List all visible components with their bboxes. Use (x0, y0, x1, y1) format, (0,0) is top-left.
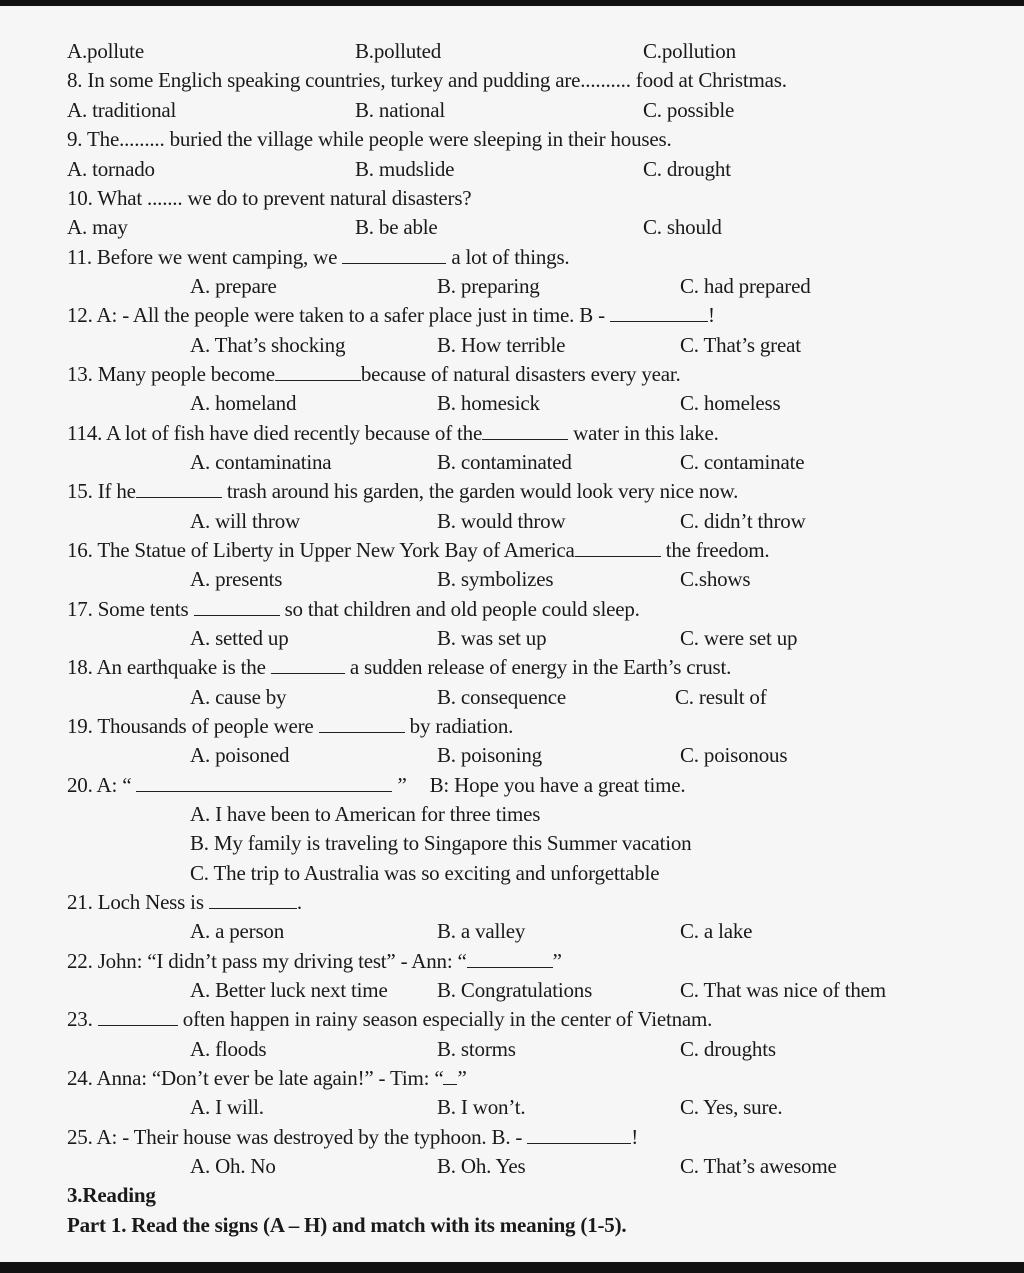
q8-option-c: C. possible (643, 98, 735, 122)
q15-option-a: A. will throw (190, 509, 300, 533)
q14-option-a: A. contaminatina (190, 450, 332, 474)
q18-option-a: A. cause by (190, 685, 287, 709)
q9-stem: 9. The......... buried the village while people were sleeping in their houses. (67, 127, 672, 151)
q25-answer-blank[interactable] (527, 1125, 631, 1144)
q13-answer-blank[interactable] (275, 362, 361, 381)
q24-option-b: B. I won’t. (437, 1095, 526, 1119)
q10-option-b: B. be able (355, 215, 438, 239)
q24-option-c: C. Yes, sure. (680, 1095, 783, 1119)
q12-option-b: B. How terrible (437, 333, 566, 357)
bottom-border (0, 1262, 1024, 1273)
q18-stem (67, 654, 731, 680)
q16-stem-end: the freedom. (665, 538, 770, 562)
q16-stem-start: 16. The Statue of Liberty in Upper New York Bay of America (67, 538, 575, 562)
q21-option-c: C. a lake (680, 919, 753, 943)
q14-stem-start: 114. A lot of fish have died recently because of the (67, 421, 483, 445)
q17-option-b: B. was set up (437, 626, 547, 650)
q11-option-c: C. had prepared (680, 274, 811, 298)
q25-stem (67, 1124, 638, 1150)
q19-option-b: B. poisoning (437, 743, 542, 767)
q20-option-b: B. My family is traveling to Singapore this Summer vacation (190, 831, 692, 855)
q9-option-c: C. drought (643, 157, 731, 181)
q18-stem-end: a sudden release of energy in the Earth’s crust. (349, 655, 732, 679)
q22-stem-start: 22. John: “I didn’t pass my driving test” - Ann: “ (67, 949, 467, 973)
q20-option-c: C. The trip to Australia was so exciting and unforgettable (190, 861, 660, 885)
q14-answer-blank[interactable] (482, 421, 568, 440)
q9-option-b: B. mudslide (355, 157, 455, 181)
q11-option-b: B. preparing (437, 274, 540, 298)
q25-option-c: C. That’s awesome (680, 1154, 837, 1178)
q21-option-b: B. a valley (437, 919, 526, 943)
q15-stem-start: 15. If he (67, 479, 136, 503)
q13-stem-end: because of natural disasters every year. (360, 362, 681, 386)
q21-option-a: A. a person (190, 919, 285, 943)
q20-stem-start: 20. A: “ (67, 773, 132, 797)
q17-answer-blank[interactable] (194, 597, 280, 616)
q16-stem (67, 537, 769, 563)
q8-option-b: B. national (355, 98, 445, 122)
q25-stem-start: 25. A: - Their house was destroyed by the typhoon. B. - (67, 1125, 523, 1149)
q11-stem-start: 11. Before we went camping, we (67, 245, 338, 269)
q11-stem (67, 244, 569, 270)
q7-option-b: B.polluted (355, 39, 442, 63)
q25-option-a: A. Oh. No (190, 1154, 276, 1178)
q25-stem-end: ! (631, 1125, 639, 1149)
q12-answer-blank[interactable] (610, 303, 708, 322)
q16-option-a: A. presents (190, 567, 283, 591)
q8-stem: 8. In some Englich speaking countries, turkey and pudding are.......... food at Christmas. (67, 68, 787, 92)
q15-option-c: C. didn’t throw (680, 509, 806, 533)
q8-option-a: A. traditional (67, 98, 177, 122)
q23-stem-start: 23. (67, 1007, 93, 1031)
q20-answer-blank[interactable] (136, 773, 392, 792)
q22-stem-end: ” (552, 949, 562, 973)
q7-option-c: C.pollution (643, 39, 736, 63)
q14-option-c: C. contaminate (680, 450, 805, 474)
q14-option-b: B. contaminated (437, 450, 572, 474)
q14-stem (67, 420, 719, 446)
q24-option-a: A. I will. (190, 1095, 264, 1119)
q13-option-b: B. homesick (437, 391, 540, 415)
reading-part1-instruction: Part 1. Read the signs (A – H) and match with its meaning (1-5). (67, 1213, 627, 1237)
q18-option-b: B. consequence (437, 685, 566, 709)
q17-stem (67, 596, 640, 622)
q13-stem-start: 13. Many people become (67, 362, 275, 386)
q20-option-a: A. I have been to American for three times (190, 802, 541, 826)
q17-stem-end: so that children and old people could sleep. (284, 597, 640, 621)
q13-option-a: A. homeland (190, 391, 297, 415)
q24-stem (67, 1065, 467, 1091)
q12-option-c: C. That’s great (680, 333, 801, 357)
reading-heading: 3.Reading (67, 1183, 156, 1207)
q16-answer-blank[interactable] (575, 538, 661, 557)
q16-option-c: C.shows (680, 567, 751, 591)
q20-stem-end: B: Hope you have a great time. (429, 773, 686, 797)
q13-option-c: C. homeless (680, 391, 781, 415)
q24-stem-start: 24. Anna: “Don’t ever be late again!” - Tim: “ (67, 1066, 444, 1090)
q18-option-c: C. result of (675, 685, 767, 709)
q12-stem (67, 302, 715, 328)
q14-stem-end: water in this lake. (573, 421, 719, 445)
q13-stem (67, 361, 681, 387)
q12-stem-end: ! (707, 303, 715, 327)
q24-stem-end: ” (457, 1066, 467, 1090)
q21-stem-end: . (296, 890, 302, 914)
q15-stem (67, 478, 738, 504)
q10-option-c: C. should (643, 215, 722, 239)
q21-answer-blank[interactable] (209, 890, 297, 909)
q22-option-a: A. Better luck next time (190, 978, 388, 1002)
q10-option-a: A. may (67, 215, 128, 239)
q23-option-b: B. storms (437, 1037, 516, 1061)
q17-option-c: C. were set up (680, 626, 798, 650)
q15-answer-blank[interactable] (136, 479, 222, 498)
q17-option-a: A. setted up (190, 626, 289, 650)
q19-stem-start: 19. Thousands of people were (67, 714, 314, 738)
q19-option-c: C. poisonous (680, 743, 788, 767)
q20-close-quote: ” (397, 773, 407, 797)
q23-option-c: C. droughts (680, 1037, 776, 1061)
q10-stem: 10. What ....... we do to prevent natural disasters? (67, 186, 472, 210)
q15-option-b: B. would throw (437, 509, 566, 533)
q23-stem-end: often happen in rainy season especially in the center of Vietnam. (182, 1007, 713, 1031)
q22-stem (67, 948, 562, 974)
q17-stem-start: 17. Some tents (67, 597, 189, 621)
q12-stem-start: 12. A: - All the people were taken to a safer place just in time. B - (67, 303, 605, 327)
q11-option-a: A. prepare (190, 274, 277, 298)
q20-stem (67, 772, 685, 798)
q23-option-a: A. floods (190, 1037, 267, 1061)
q22-answer-blank[interactable] (467, 949, 553, 968)
q21-stem-start: 21. Loch Ness is (67, 890, 204, 914)
q25-option-b: B. Oh. Yes (437, 1154, 526, 1178)
q23-stem (67, 1006, 712, 1032)
q18-stem-start: 18. An earthquake is the (67, 655, 266, 679)
q11-answer-blank[interactable] (342, 245, 446, 264)
q11-stem-end: a lot of things. (451, 245, 570, 269)
q22-option-b: B. Congratulations (437, 978, 593, 1002)
q21-stem (67, 889, 302, 915)
q9-option-a: A. tornado (67, 157, 155, 181)
q19-option-a: A. poisoned (190, 743, 290, 767)
q15-stem-end: trash around his garden, the garden would look very nice now. (226, 479, 739, 503)
q19-stem (67, 713, 513, 739)
q7-option-a: A.pollute (67, 39, 144, 63)
q19-stem-end: by radiation. (409, 714, 514, 738)
q19-answer-blank[interactable] (319, 714, 405, 733)
q16-option-b: B. symbolizes (437, 567, 554, 591)
q12-option-a: A. That’s shocking (190, 333, 346, 357)
q22-option-c: C. That was nice of them (680, 978, 886, 1002)
q18-answer-blank[interactable] (271, 655, 345, 674)
q24-answer-blank[interactable] (443, 1066, 457, 1085)
q23-answer-blank[interactable] (98, 1007, 178, 1026)
